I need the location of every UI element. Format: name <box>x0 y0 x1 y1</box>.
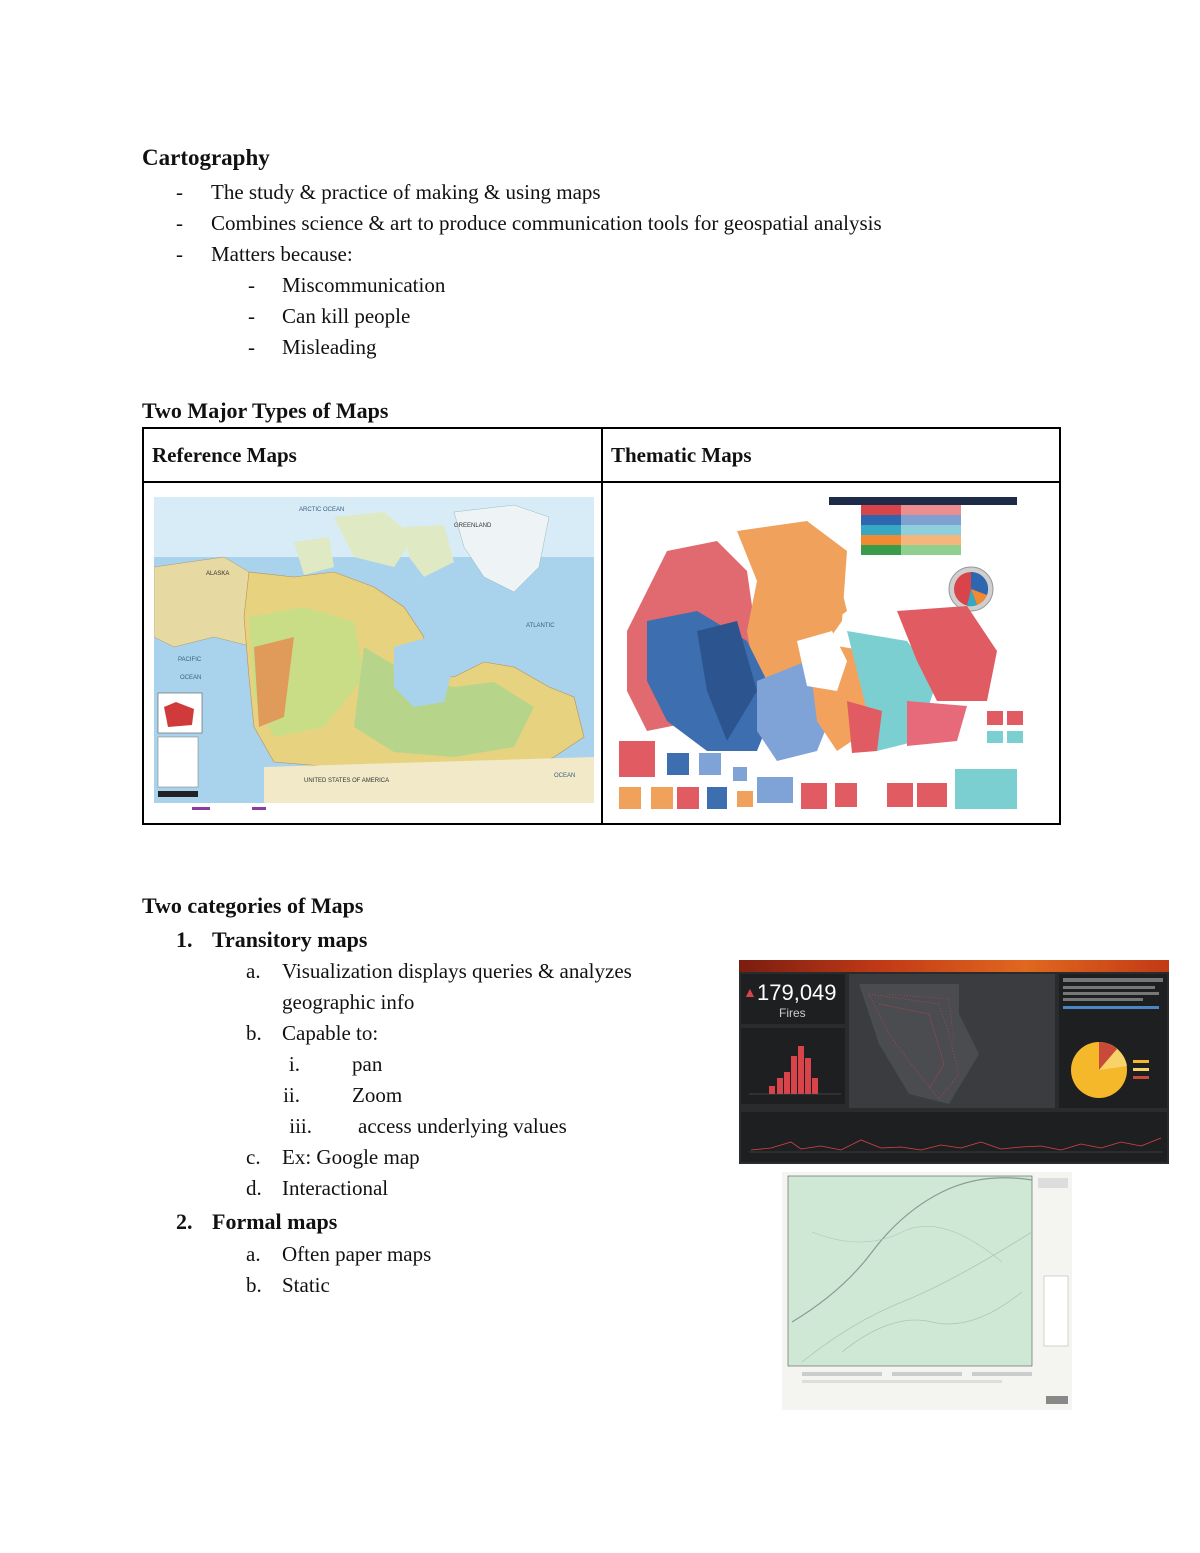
fire-icon: ▲ <box>743 984 757 1000</box>
dash-marker: - <box>248 335 255 359</box>
list-marker: c. <box>246 1145 261 1169</box>
table-header-reference: Reference Maps <box>143 428 602 482</box>
label-atlantic-ocean: OCEAN <box>554 773 576 779</box>
list-marker: iii. <box>289 1114 312 1138</box>
dash-marker: - <box>176 180 183 204</box>
timeline-panel <box>741 1112 1167 1162</box>
list-text: Ex: Google map <box>282 1145 420 1169</box>
label-usa: UNITED STATES OF AMERICA <box>304 778 390 784</box>
label-pacific-ocean: OCEAN <box>180 675 202 681</box>
pie-panel <box>1059 974 1167 1108</box>
category-label: Transitory maps <box>212 927 368 952</box>
section-title-map-types: Two Major Types of Maps <box>142 398 389 423</box>
bullet-text: Combines science & art to produce communication tools for geospatial analysis <box>211 211 882 235</box>
list-text: Capable to: <box>282 1021 379 1045</box>
list-marker: d. <box>246 1176 262 1200</box>
list-text: Zoom <box>352 1083 403 1107</box>
bullet-text: Matters because: <box>211 242 353 266</box>
topographic-map-image <box>782 1172 1072 1410</box>
list-text: access underlying values <box>358 1114 567 1138</box>
category-label: Formal maps <box>212 1209 338 1234</box>
histogram-panel <box>741 1028 845 1104</box>
list-marker: 2. <box>176 1209 193 1234</box>
label-arctic-ocean: ARCTIC OCEAN <box>299 507 345 513</box>
list-text: Visualization displays queries & analyzes <box>282 959 632 983</box>
list-marker: ii. <box>283 1083 300 1107</box>
list-text: geographic info <box>282 990 415 1014</box>
thematic-map-image <box>607 491 1059 811</box>
list-marker: 1. <box>176 927 193 952</box>
fire-count-label: Fires <box>779 1006 806 1020</box>
label-greenland: GREENLAND <box>454 523 492 529</box>
map-types-table <box>142 427 1061 825</box>
dash-marker: - <box>248 304 255 328</box>
list-marker: b. <box>246 1273 262 1297</box>
label-alaska: ALASKA <box>206 571 230 577</box>
bullet-text: The study & practice of making & using maps <box>211 180 601 204</box>
dash-marker: - <box>176 211 183 235</box>
label-pacific: PACIFIC <box>178 657 202 663</box>
fire-count: 179,049 <box>757 980 837 1005</box>
list-text: Often paper maps <box>282 1242 432 1266</box>
table-header-thematic: Thematic Maps <box>602 428 1060 482</box>
section-title-map-categories: Two categories of Maps <box>142 893 364 918</box>
map-panel <box>849 974 1055 1108</box>
list-marker: i. <box>288 1052 300 1076</box>
list-text: Static <box>282 1273 330 1297</box>
list-marker: b. <box>246 1021 262 1045</box>
thematic-map-cell <box>602 482 1060 824</box>
dashboard-header <box>739 960 1169 972</box>
fire-dashboard-image <box>739 960 1169 1164</box>
sub-bullet-text: Miscommunication <box>282 273 446 297</box>
reference-map-image <box>154 497 594 817</box>
dash-marker: - <box>176 242 183 266</box>
dash-marker: - <box>248 273 255 297</box>
sub-bullet-text: Can kill people <box>282 304 411 328</box>
list-marker: a. <box>246 1242 261 1266</box>
list-text: pan <box>352 1052 383 1076</box>
list-marker: a. <box>246 959 261 983</box>
counter-panel <box>741 974 845 1024</box>
label-atlantic: ATLANTIC <box>526 623 555 629</box>
list-text: Interactional <box>282 1176 389 1200</box>
reference-map-cell <box>143 482 602 824</box>
section-title-cartography: Cartography <box>142 145 270 170</box>
sub-bullet-text: Misleading <box>282 335 377 359</box>
